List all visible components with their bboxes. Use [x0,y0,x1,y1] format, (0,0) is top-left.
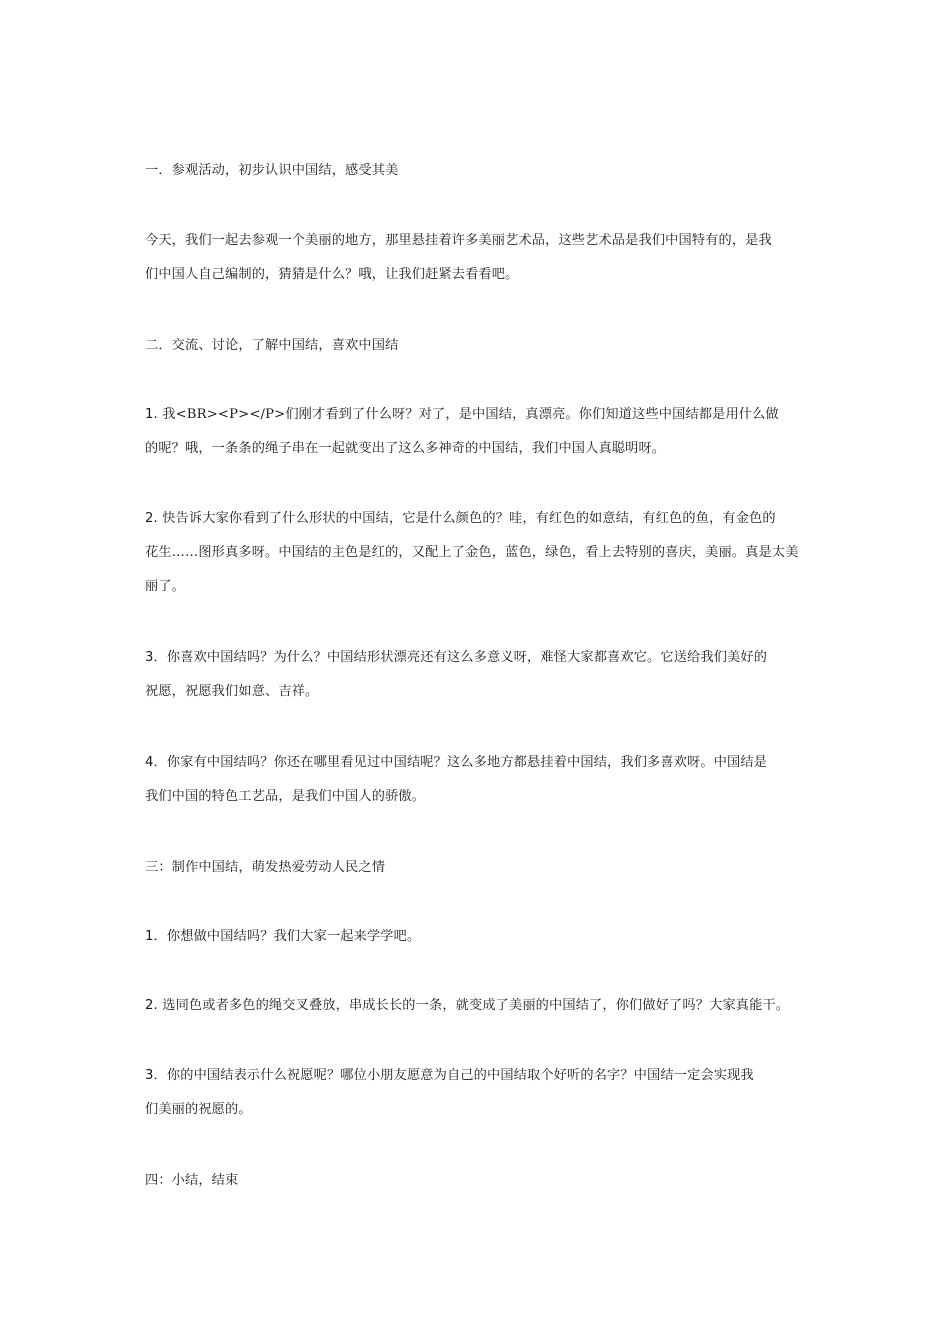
text-line: 花生……图形真多呀。中国结的主色是红的，又配上了金色，蓝色，绿色，看上去特别的喜庆，美丽。真是太美 [145,545,799,560]
item-number: 1. [145,407,163,422]
text-line: 今天，我们一起去参观一个美丽的地方，那里悬挂着许多美丽艺术品，这些艺术品是我们中国特有的，是我 [145,233,772,248]
section-heading-2 [145,329,825,363]
text-line: 祝愿，祝愿我们如意、吉祥。 [145,684,319,699]
text-line: 你想做中国结吗？我们大家一起来学学吧。 [166,929,421,944]
text-line: 一．参观活动，初步认识中国结，感受其美 [145,163,399,178]
text-line: 我<BR><P></P>们刚才看到了什么呀？对了，是中国结，真漂亮。你们知道这些中国结都是用什么做 [162,407,779,422]
text-line: 我们中国的特色工艺品，是我们中国人的骄傲。 [145,789,426,804]
item-number: 3． [145,650,167,665]
text-line: 四：小结，结束 [145,1173,239,1188]
section-heading-1 [145,154,825,188]
list-item-2-4 [145,746,825,814]
paragraph-intro [145,224,825,292]
text-line: 三：制作中国结，萌发热爱劳动人民之情 [145,860,386,875]
list-item-2-1 [145,398,825,466]
text-line: 们美丽的祝愿的。 [145,1102,252,1117]
item-number: 2. [145,998,163,1013]
list-item-2-3 [145,641,825,709]
list-item-3-2 [145,989,835,1023]
item-number: 1． [145,929,167,944]
text-line: 的呢？哦，一条条的绳子串在一起就变出了这么多神奇的中国结，我们中国人真聪明呀。 [145,441,666,456]
text-line: 丽了。 [145,579,186,594]
list-item-3-3 [145,1059,825,1127]
section-heading-3 [145,851,825,885]
text-line: 你家有中国结吗？你还在哪里看见过中国结呢？这么多地方都悬挂着中国结，我们多喜欢呀。中国结是 [166,755,768,770]
text-line: 你喜欢中国结吗？为什么？中国结形状漂亮还有这么多意义呀，难怪大家都喜欢它。它送给我们美好的 [166,650,768,665]
list-item-3-1 [145,920,825,954]
text-line: 选同色或者多色的绳交叉叠放，串成长长的一条，就变成了美丽的中国结了，你们做好了吗？大家真能干。 [162,998,790,1013]
section-heading-4 [145,1164,825,1198]
item-number: 3． [145,1068,167,1083]
text-line: 们中国人自己编制的，猜猜是什么？哦，让我们赶紧去看看吧。 [145,267,519,282]
item-number: 2. [145,511,163,526]
text-line: 快告诉大家你看到了什么形状的中国结，它是什么颜色的？哇，有红色的如意结，有红色的鱼，有金色的 [162,511,776,526]
text-line: 二．交流、讨论，了解中国结，喜欢中国结 [145,338,399,353]
list-item-2-2 [145,502,825,604]
text-line: 你的中国结表示什么祝愿呢？哪位小朋友愿意为自己的中国结取个好听的名字？中国结一定会实现我 [166,1068,754,1083]
item-number: 4． [145,755,167,770]
